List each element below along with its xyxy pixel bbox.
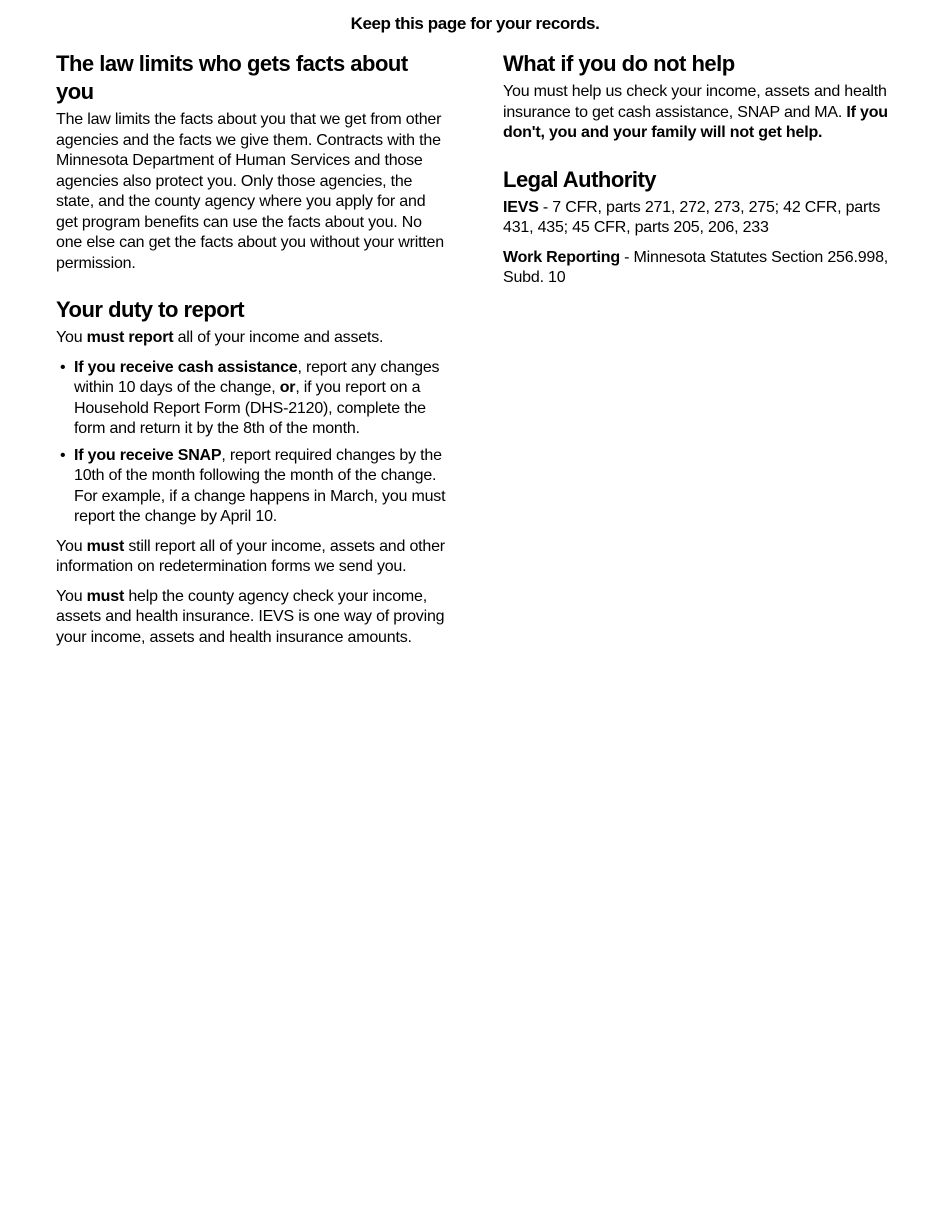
legal-section: [503, 166, 903, 289]
duty-section: [56, 296, 448, 648]
legal-heading: Legal Authority: [503, 166, 657, 192]
duty-heading: Your duty to report: [56, 297, 245, 322]
duty-para-ievs: You must help the county agency check your income, assets and health insurance. IEVS is one way of proving your income, assets and health insurance amounts.: [56, 587, 445, 646]
help-heading: What if you do not help: [503, 51, 735, 76]
bullet-icon: •: [60, 358, 66, 376]
right-column: [503, 50, 903, 311]
legal-ievs: IEVS - 7 CFR, parts 271, 272, 273, 275; 42 CFR, parts 431, 435; 45 CFR, parts 205, 206, 233: [503, 198, 881, 236]
left-column: [56, 50, 448, 670]
duty-intro: You must report all of your income and assets.: [56, 329, 384, 346]
list-item: • If you receive cash assistance, report any changes within 10 days of the change, or, if you report on a Household Report Form (DHS-2120), complete the form and return it by the 8th of the month.: [60, 358, 440, 437]
bullet-icon: •: [60, 446, 66, 464]
records-note: Keep this page for your records.: [350, 14, 600, 33]
law-heading: The law limits who gets facts about you: [56, 51, 408, 104]
list-item: • If you receive SNAP, report required changes by the 10th of the month following the month of the change. For example, if a change happens in March, you must report the change by April 10.: [60, 446, 446, 525]
law-body: The law limits the facts about you that we get from other agencies and the facts we give them. Contracts with the Minnesota Department of Human Services and those agencies also protect you. Only those agencies, the state, and the county agency where you apply for and get program benefits can use the facts about you. No one else can get the facts about you without your written permission.: [56, 111, 444, 272]
legal-work-reporting: Work Reporting - Minnesota Statutes Section 256.998, Subd. 10: [503, 248, 889, 286]
duty-list: [56, 358, 448, 528]
duty-para-redetermination: You must still report all of your income, assets and other information on redetermination forms we send you.: [56, 537, 445, 575]
help-section: [503, 50, 903, 144]
help-body: You must help us check your income, assets and health insurance to get cash assistance, SNAP and MA. If you don't, you and your family will not get help.: [503, 83, 888, 141]
law-section: [56, 50, 448, 274]
